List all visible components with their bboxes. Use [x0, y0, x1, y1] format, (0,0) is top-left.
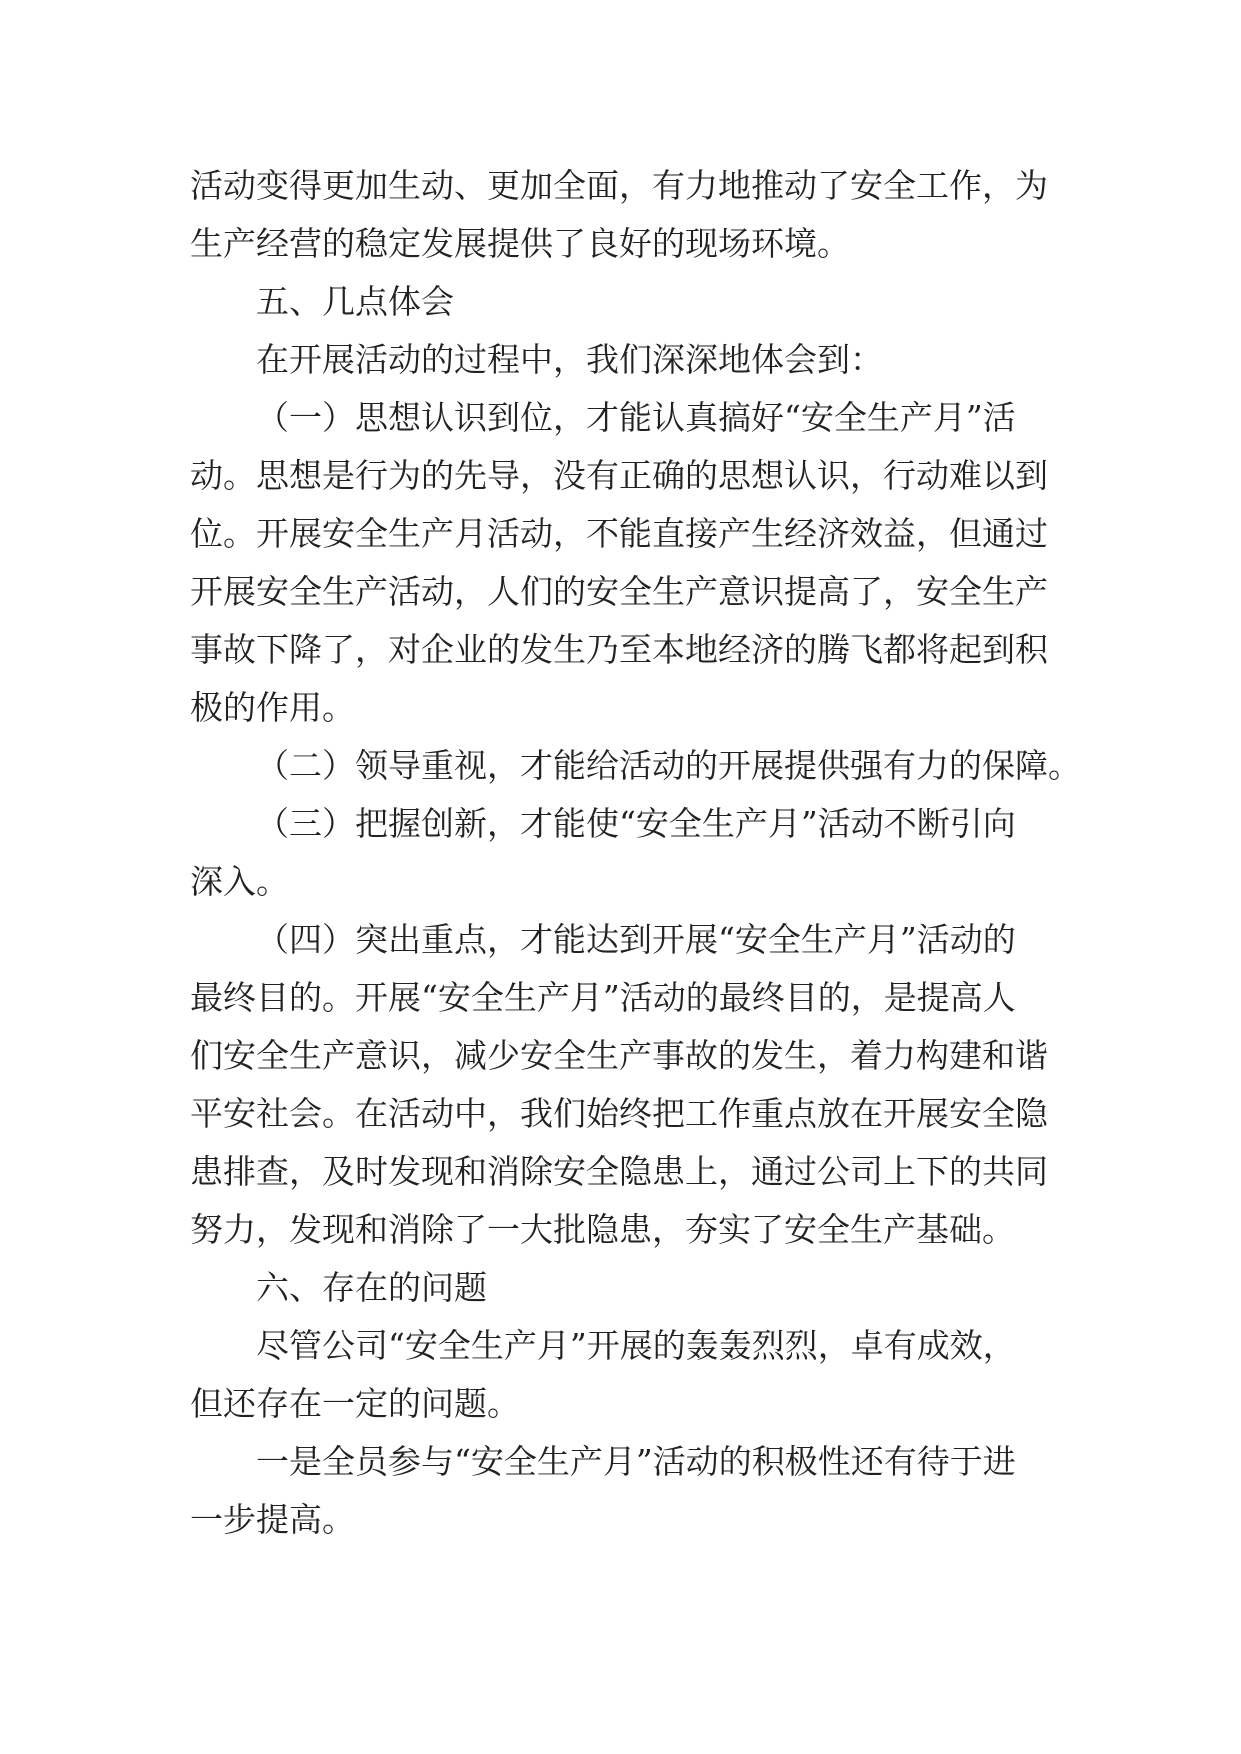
text-line: 平安社会。在活动中，我们始终把工作重点放在开展安全隐 — [190, 1094, 1048, 1133]
text-line: 一步提高。 — [190, 1500, 355, 1539]
text-line: 极的作用。 — [190, 688, 355, 727]
section-heading: 五、几点体会 — [256, 282, 454, 321]
text-line: 尽管公司“安全生产月”开展的轰轰烈烈，卓有成效， — [256, 1326, 1016, 1365]
text-line: 一是全员参与“安全生产月”活动的积极性还有待于进 — [256, 1442, 1016, 1481]
text-line: 深入。 — [190, 862, 289, 901]
text-line: （三）把握创新，才能使“安全生产月”活动不断引向 — [256, 804, 1016, 843]
text-line: 最终目的。开展“安全生产月”活动的最终目的，是提高人 — [190, 978, 1016, 1017]
text-line: （一）思想认识到位，才能认真搞好“安全生产月”活 — [256, 398, 1016, 437]
text-line: 位。开展安全生产月活动，不能直接产生经济效益，但通过 — [190, 514, 1048, 553]
text-line: 努力，发现和消除了一大批隐患，夯实了安全生产基础。 — [190, 1210, 1015, 1249]
text-line: （四）突出重点，才能达到开展“安全生产月”活动的 — [256, 920, 1016, 959]
text-line: 患排查，及时发现和消除安全隐患上，通过公司上下的共同 — [190, 1152, 1048, 1191]
section-heading: 六、存在的问题 — [256, 1268, 487, 1307]
text-line: 活动变得更加生动、更加全面，有力地推动了安全工作，为 — [190, 166, 1048, 205]
text-line: 但还存在一定的问题。 — [190, 1384, 520, 1423]
text-line: 事故下降了，对企业的发生乃至本地经济的腾飞都将起到积 — [190, 630, 1048, 669]
text-line: 们安全生产意识，减少安全生产事故的发生，着力构建和谐 — [190, 1036, 1048, 1075]
text-line: 在开展活动的过程中，我们深深地体会到： — [256, 340, 883, 379]
text-line: 动。思想是行为的先导，没有正确的思想认识，行动难以到 — [190, 456, 1048, 495]
text-line: 开展安全生产活动，人们的安全生产意识提高了，安全生产 — [190, 572, 1048, 611]
text-line: （二）领导重视，才能给活动的开展提供强有力的保障。 — [256, 746, 1081, 785]
text-line: 生产经营的稳定发展提供了良好的现场环境。 — [190, 224, 850, 263]
